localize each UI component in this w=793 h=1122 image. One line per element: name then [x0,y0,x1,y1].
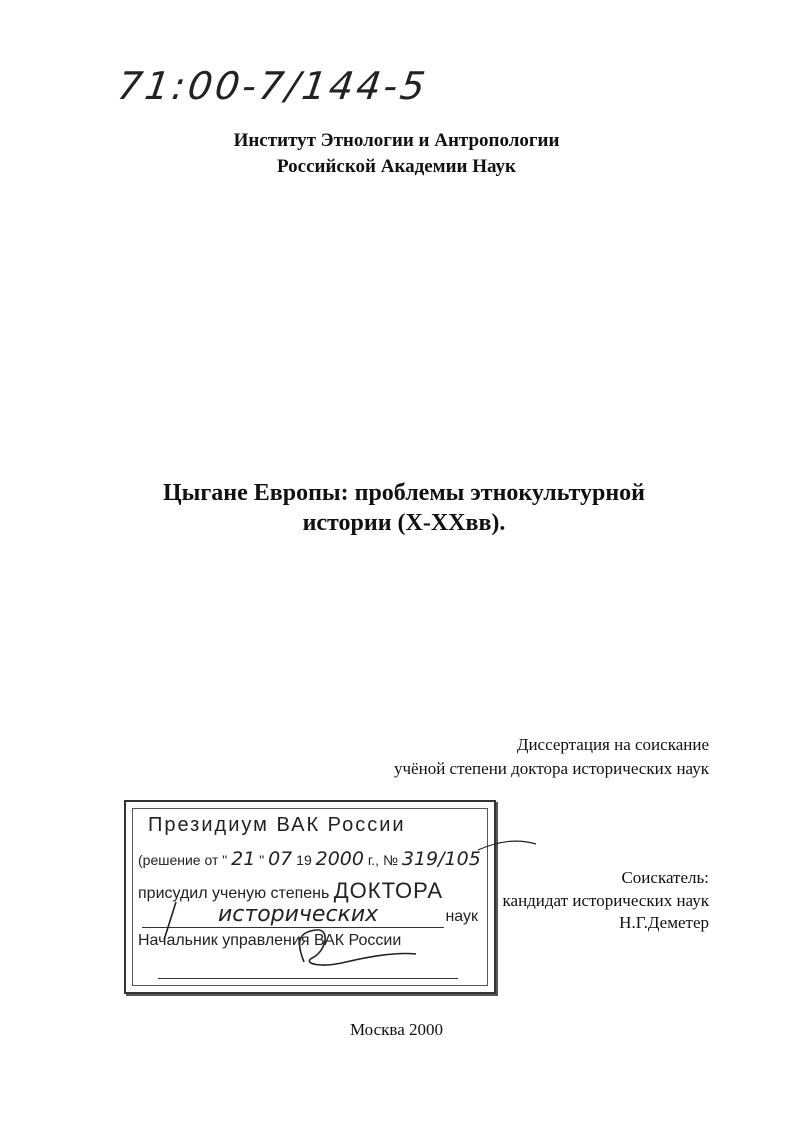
academy-name: Российской Академии Наук [277,156,516,177]
city-year: Москва 2000 [349,1020,444,1039]
stamp-title: Президиум ВАК России [148,814,406,836]
stamp-head-title: Начальник управления ВАК России [138,932,402,949]
decision-number: 319/105 [401,848,481,870]
applicant-label: Соискатель: [621,868,709,887]
decision-month: 07 [268,848,293,870]
science-written: исторических [218,902,379,927]
degree-sought: учёной степени доктора исторических наук [394,759,709,778]
dissertation-type: Диссертация на соискание [516,735,709,754]
decision-year-printed: 19 [296,852,312,868]
decision-quote: " [259,852,265,868]
institute-name: Институт Этнологии и Антропологии [233,130,560,151]
science-suffix: наук [445,908,478,925]
dissertation-title-line2: истории (X-XXвв). [302,510,506,536]
applicant-name: Н.Г.Деметер [619,913,709,932]
degree-prefix: присудил ученую степень [138,885,330,902]
handwritten-code: 71:00-7/144-5 [114,64,431,108]
applicant-degree: кандидат исторических наук [502,891,709,910]
decision-year-written: 2000 [315,848,364,870]
decision-year-suffix: г., № [367,852,398,868]
decision-prefix: (решение от " [138,852,228,868]
decision-day: 21 [231,848,256,870]
signature-strokes [126,802,494,992]
vak-stamp [124,800,496,994]
degree-awarded: ДОКТОРА [333,878,444,903]
dissertation-title-line1: Цыгане Европы: проблемы этнокультурной [162,480,646,506]
